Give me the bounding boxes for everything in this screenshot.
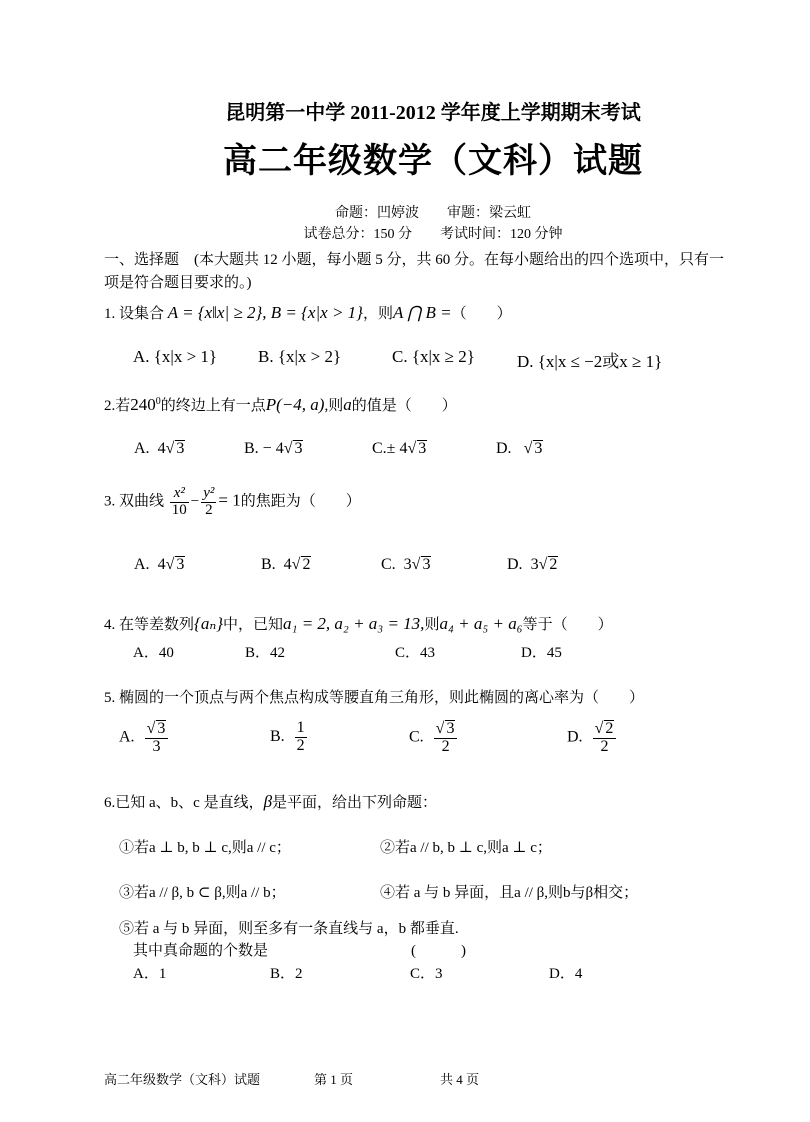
q4-option-d: D．45	[521, 645, 562, 661]
q2-option-c: C.± 4√ 3	[372, 440, 427, 457]
footer-total-pages: 共 4 页	[440, 1072, 480, 1087]
q6-proposition-1: ①若a ⊥ b, b ⊥ c,则a // c；	[119, 840, 291, 856]
q5-option-c: C. $\frac{√ 3}{2}$	[409, 720, 459, 756]
q5-option-d: D. $\frac{√ 2}{2}$	[567, 720, 618, 756]
q1-option-a: A. {x|x > 1}	[133, 347, 218, 366]
question-5-stem: 5. 椭圆的一个顶点与两个焦点构成等腰直角三角形，则此椭圆的离心率为（ ）	[104, 690, 645, 706]
q3-option-a: A. 4√ 3	[134, 556, 185, 573]
q6-option-d: D．4	[549, 966, 583, 982]
question-4-stem: 4. 在等差数列{aₙ}中，已知a₁ = 2, a₂ + a₃ = 13,则a₄ + a₅ + a₆等于（ ）	[104, 614, 613, 633]
q6-proposition-5: ⑤若 a 与 b 异面，则至多有一条直线与 a，b 都垂直.	[119, 921, 459, 937]
question-1-stem: 1. 设集合 A = {x‖x| ≥ 2}, B = {x|x > 1}，则A ⋂ B =（ ）	[104, 303, 512, 322]
question-6-stem: 6.已知 a、b、c 是直线，β是平面，给出下列命题：	[104, 792, 438, 811]
q3-option-c: C. 3√ 3	[381, 556, 431, 573]
q3-option-d: D. 3√ 2	[507, 556, 558, 573]
exam-title: 高二年级数学（文科）试题	[223, 143, 643, 180]
q1-option-b: B. {x|x > 2}	[258, 347, 342, 366]
q2-option-b: B. − 4√ 3	[244, 440, 303, 457]
footer-page-number: 第 1 页	[314, 1072, 354, 1087]
question-3-stem: 3. 双曲线 $\frac{\text{x²}}{10}$ − $\frac{\text{y²}}{2}$ = 1的焦距为（ ）	[104, 485, 361, 518]
school-exam-line: 昆明第一中学 2011-2012 学年度上学期期末考试	[225, 102, 641, 124]
q5-option-b: B. $\frac{1}{2}$	[270, 719, 305, 754]
q6-question: 其中真命题的个数是	[133, 943, 269, 959]
footer-title: 高二年级数学（文科）试题	[104, 1072, 261, 1087]
q6-proposition-2: ②若a // b, b ⊥ c,则a ⊥ c；	[380, 840, 552, 856]
q2-option-a: A. 4√ 3	[134, 440, 185, 457]
q2-option-d: D. √ 3	[496, 440, 543, 457]
question-2-stem: 2.若$240^0$的终边上有一点P(−4, a),则a的值是（ ）	[104, 395, 457, 414]
q6-answer-paren: ( )	[411, 943, 466, 959]
q6-proposition-3: ③若a // β, b ⊂ β,则a // b；	[119, 885, 286, 901]
section-heading-line1: 一、选择题 (本大题共 12 小题，每小题 5 分，共 60 分。在每小题给出的四个选项中，只有一	[104, 252, 724, 268]
q6-option-a: A．1	[133, 966, 167, 982]
q6-option-b: B．2	[270, 966, 303, 982]
q1-option-d: D. {x|x ≤ −2或x ≥ 1}	[517, 352, 663, 371]
q6-option-c: C．3	[410, 966, 443, 982]
section-heading-line2: 项是符合题目要求的。)	[104, 275, 252, 291]
q1-option-c: C. {x|x ≥ 2}	[392, 347, 475, 366]
q5-option-a: A. $\frac{√ 3}{3}$	[119, 720, 170, 756]
score-time-line: 试卷总分：150 分 考试时间：120 分钟	[303, 227, 563, 242]
q4-option-b: B．42	[245, 645, 286, 661]
q4-option-a: A．40	[133, 645, 174, 661]
authors-line: 命题：凹婷波 审题：梁云虹	[335, 206, 531, 221]
q4-option-c: C．43	[395, 645, 436, 661]
q6-proposition-4: ④若 a 与 b 异面，且a // β,则b与β相交；	[380, 885, 639, 901]
q3-option-b: B. 4√ 2	[261, 556, 311, 573]
